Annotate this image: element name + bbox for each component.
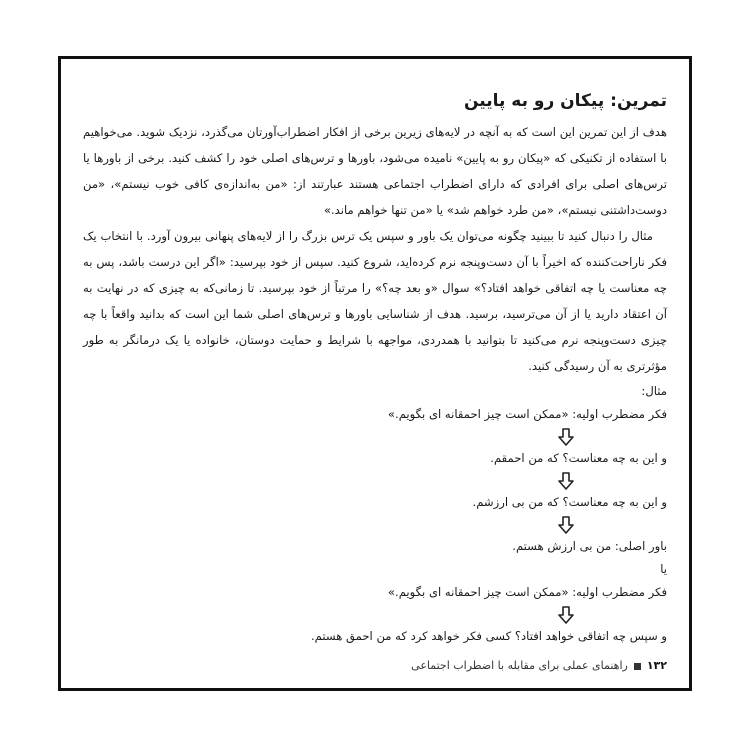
chain-step-2: و این به چه معناست؟ که من احمقم. xyxy=(490,451,667,465)
intro-paragraph: هدف از این تمرین این است که به آنچه در لایه‌های زیرین برخی از افکار اضطراب‌آورتان می‌گذرد، نزدیک شوید. می‌خواهیم با استفاده از تکنیکی که «پیکان رو به پایین» نامیده می‌شود، باورها و ترس‌های اصلی خود را کشف کنید. برخی از باورها یا ترس‌های اصلی برای افرادی که دارای اضطراب اجتماعی هستند عبارتند از: «من به‌اندازه‌ی کافی خوب نیستم»، «من دوست‌داشتنی نیستم»، «من طرد خواهم شد» یا «من تنها خواهم ماند.» xyxy=(83,125,667,217)
down-arrow-icon xyxy=(557,428,575,446)
chain-step-1: فکر مضطرب اولیه: «ممکن است چیز احمقانه ای بگویم.» xyxy=(387,407,667,421)
page-number: ۱۳۲ xyxy=(646,659,667,672)
down-arrow-icon xyxy=(557,606,575,624)
page-title: تمرین: پیکان رو به پایین xyxy=(463,91,667,111)
chain-or: یا xyxy=(660,562,667,576)
down-arrow-icon xyxy=(557,472,575,490)
arrow-row xyxy=(83,604,667,625)
arrow-row xyxy=(83,426,667,447)
example-label: مثال: xyxy=(641,384,667,398)
book-title: راهنمای عملی برای مقابله با اضطراب اجتماعی xyxy=(411,659,628,672)
chain-step-6: و سپس چه اتفاقی خواهد افتاد؟ کسی فکر خواهد کرد که من احمق هستم. xyxy=(310,629,667,643)
footer-square-icon xyxy=(634,663,641,670)
page-footer xyxy=(83,658,667,674)
arrow-row xyxy=(83,470,667,491)
chain-step-3: و این به چه معناست؟ که من بی ارزشم. xyxy=(472,495,667,509)
arrow-chain xyxy=(83,403,667,648)
down-arrow-icon xyxy=(557,516,575,534)
arrow-row xyxy=(83,514,667,535)
page-content xyxy=(83,89,667,648)
chain-step-5: فکر مضطرب اولیه: «ممکن است چیز احمقانه ای بگویم.» xyxy=(387,585,667,599)
instruction-paragraph: مثال را دنبال کنید تا ببینید چگونه می‌توان یک باور و سپس یک ترس بزرگ را از لایه‌های پنهانی بیرون آورد. با انتخاب یک فکر ناراحت‌کننده که اخیراً با آن دست‌وپنجه نرم کرده‌اید، شروع کنید. سپس از خود بپرسید: «اگر این درست باشد، پس به چه معناست یا چه اتفاقی خواهد افتاد؟» سوال «و بعد چه؟» را مرتباً از خود بپرسید. تا زمانی‌که به چیزی که در نهایت به آن اعتقاد دارید یا از آن می‌ترسید، برسید. هدف از شناسایی باورها و ترس‌های اصلی شما این است که بدانید واقعاً با چه چیزی دست‌وپنجه نرم می‌کنید تا بتوانید با همدردی، مواجهه با شرایط و حمایت دوستان، خانواده یا یک درمانگر به طور مؤثرتری به آن رسیدگی کنید. xyxy=(83,229,667,373)
chain-step-4: باور اصلی: من بی ارزش هستم. xyxy=(512,539,667,553)
book-page xyxy=(58,56,692,691)
